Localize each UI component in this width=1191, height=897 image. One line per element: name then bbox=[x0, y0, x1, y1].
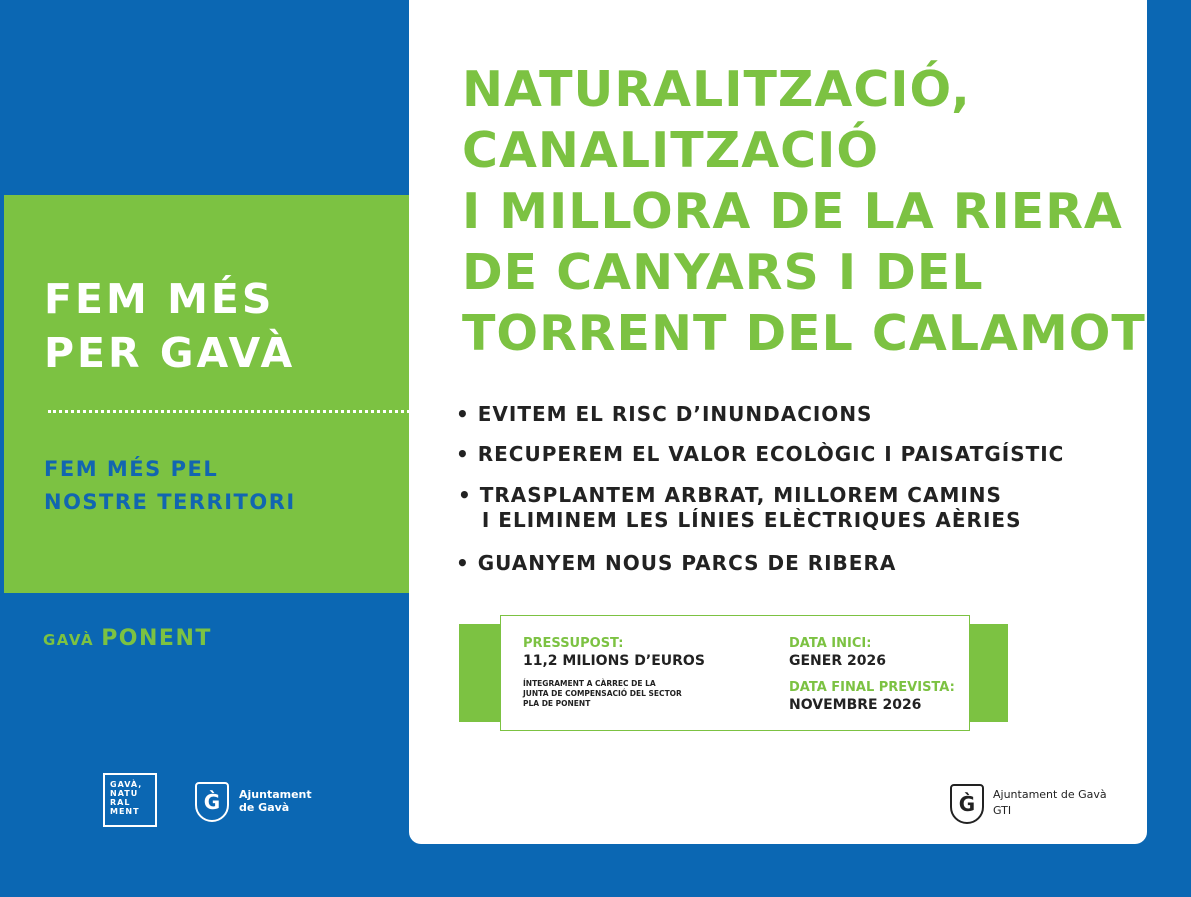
slogan-line: FEM MÉS bbox=[44, 275, 275, 323]
subslogan-line: FEM MÉS PEL bbox=[44, 457, 219, 481]
benefit-item: • RECUPEREM EL VALOR ECOLÒGIC I PAISATGÍSTIC bbox=[456, 442, 1065, 466]
end-date-label: DATA FINAL PREVISTA: bbox=[789, 680, 955, 695]
district-label bbox=[43, 626, 212, 651]
budget-note: ÍNTEGRAMENT A CÀRREC DE LA JUNTA DE COMPENSACIÓ DEL SECTOR PLA DE PONENT bbox=[523, 679, 682, 708]
green-panel bbox=[4, 195, 409, 593]
subslogan bbox=[44, 453, 296, 519]
district-name: PONENT bbox=[101, 626, 212, 651]
start-date-label: DATA INICI: bbox=[789, 636, 872, 651]
title-line: TORRENT DEL CALAMOT bbox=[462, 305, 1146, 362]
info-bar-right bbox=[966, 624, 1008, 722]
budget-value: 11,2 MILIONS D’EUROS bbox=[523, 653, 705, 669]
title-line: CANALITZACIÓ bbox=[462, 122, 879, 179]
district-prefix: GAVÀ bbox=[43, 631, 95, 649]
project-title bbox=[462, 59, 1146, 364]
ajuntament-logo-label: Ajuntament de Gavà bbox=[239, 788, 312, 814]
project-info-box bbox=[500, 615, 970, 731]
title-line: DE CANYARS I DEL bbox=[462, 244, 984, 301]
slogan-line: PER GAVÀ bbox=[44, 329, 296, 377]
ajuntament-footer-shield-icon: G̀ bbox=[950, 784, 984, 824]
ajuntament-footer-label: Ajuntament de Gavà GTI bbox=[993, 788, 1107, 817]
subslogan-line: NOSTRE TERRITORI bbox=[44, 490, 296, 514]
budget-label: PRESSUPOST: bbox=[523, 636, 624, 651]
title-line: I MILLORA DE LA RIERA bbox=[462, 183, 1123, 240]
dotted-divider bbox=[48, 410, 410, 413]
benefit-item: • EVITEM EL RISC D’INUNDACIONS bbox=[456, 402, 873, 426]
ajuntament-shield-icon: G̀ bbox=[195, 782, 229, 822]
gava-naturalment-logo: GAVÀ, NATU RAL MENT bbox=[103, 773, 157, 827]
benefit-item: • TRASPLANTEM ARBRAT, MILLOREM CAMINS I ELIMINEM LES LÍNIES ELÈCTRIQUES AÈRIES bbox=[458, 483, 1022, 532]
title-line: NATURALITZACIÓ, bbox=[462, 61, 971, 118]
start-date-value: GENER 2026 bbox=[789, 653, 886, 669]
benefit-item: • GUANYEM NOUS PARCS DE RIBERA bbox=[456, 551, 897, 575]
end-date-value: NOVEMBRE 2026 bbox=[789, 697, 922, 713]
slogan bbox=[44, 272, 295, 380]
